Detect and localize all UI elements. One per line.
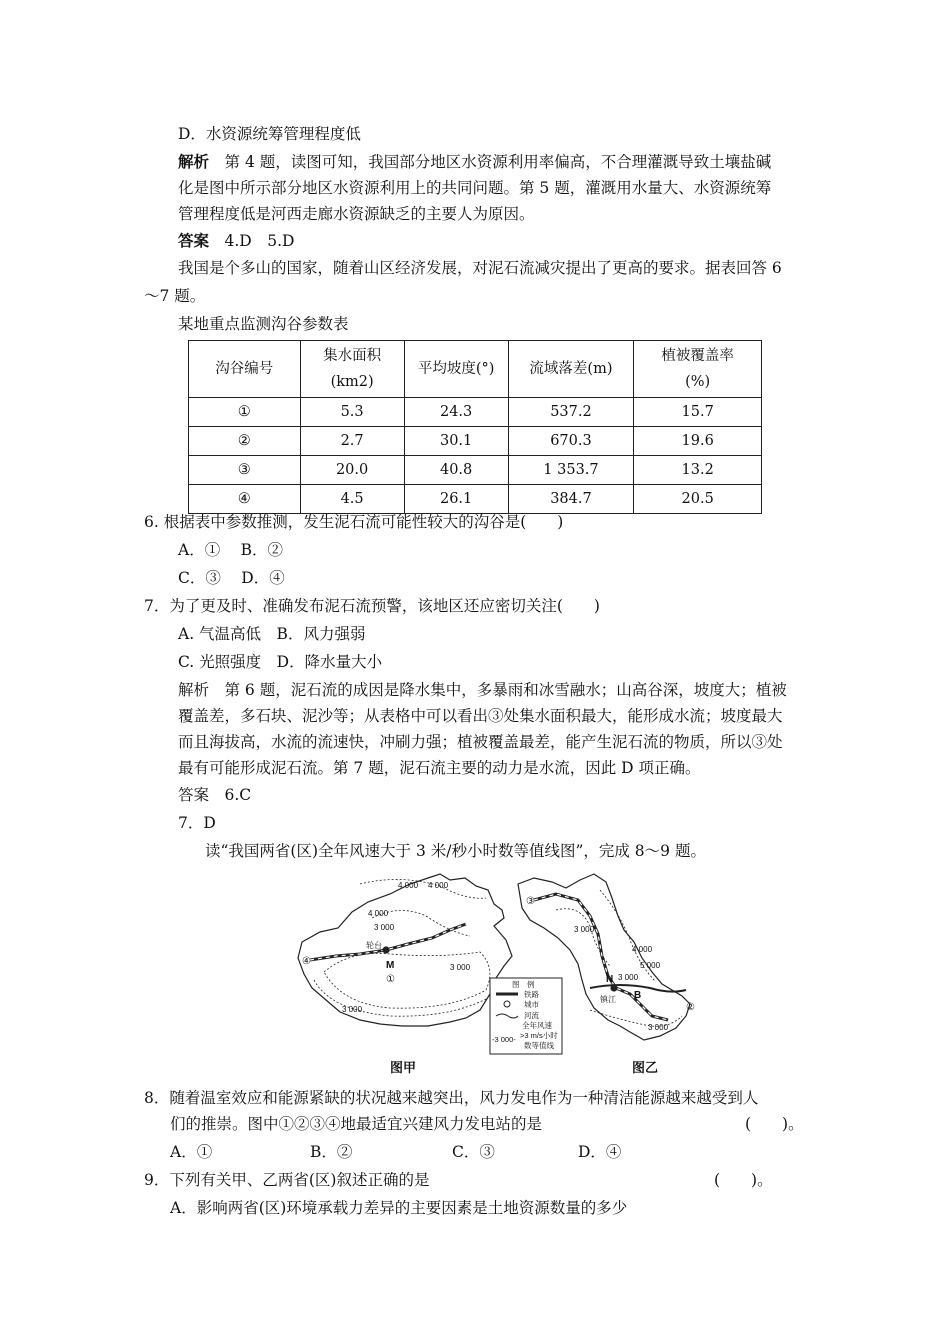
map-label: 3 000	[618, 973, 639, 982]
map-label: ④	[302, 956, 311, 967]
legend-title: 图 例	[512, 980, 535, 989]
map-label: 3 000	[374, 923, 395, 932]
table-row	[189, 398, 762, 427]
question-9-option-a: A．影响两省(区)环境承载力差异的主要因素是土地资源数量的多少	[170, 1199, 628, 1217]
legend	[490, 978, 562, 1054]
question-7-options-ab: A. 气温高低 B．风力强弱	[178, 625, 366, 643]
table-row	[189, 485, 762, 514]
right-isoline	[590, 1010, 682, 1026]
legend-item: 城市	[524, 1000, 539, 1009]
table-title: 某地重点监测沟谷参数表	[178, 315, 349, 333]
table-cell: 537.2	[508, 398, 634, 427]
analysis-67-line-3: 而且海拔高，水流的流速快，冲刷力强；植被覆盖最差，能产生泥石流的物质，所以③处	[178, 733, 783, 751]
header-cell: 平均坡度(°)	[404, 341, 508, 398]
table-cell: 20.5	[634, 485, 762, 514]
figure-captions	[390, 1061, 658, 1076]
left-isoline	[360, 879, 486, 898]
map-label: 4 000	[428, 881, 449, 890]
analysis-label: 解析	[178, 152, 210, 171]
wind-isoline-maps	[290, 870, 720, 1078]
question-8-line-1: 8．随着温室效应和能源紧缺的状况越来越突出，风力发电作为一种清洁能源越来越受到人	[144, 1089, 759, 1107]
left-map-outline	[298, 874, 512, 1026]
map-label: 3 000	[450, 963, 471, 972]
legend-isoline-sample: -3 000-	[492, 1035, 516, 1044]
analysis-45-line-3: 管理程度低是河西走廊水资源缺乏的主要人为原因。	[178, 205, 535, 223]
table-cell: 20.0	[300, 456, 404, 485]
table-cell: 24.3	[404, 398, 508, 427]
map-label: 镇江	[600, 995, 616, 1004]
question-6-options-ab: A．① B．②	[178, 541, 284, 559]
question-7-options-cd: C. 光照强度 D．降水量大小	[178, 653, 383, 671]
map-left	[298, 874, 512, 1026]
caption-left: 图甲	[390, 1061, 417, 1076]
city-luntai	[383, 947, 389, 953]
table-cell: ②	[189, 427, 301, 456]
analysis-67-line-4: 最有可能形成泥石流。第 7 题，泥石流主要的动力是水流，因此 D 项正确。	[178, 759, 701, 777]
question-8-line-2: 们的推崇。图中①②③④地最适宜兴建风力发电站的是	[170, 1115, 543, 1133]
analysis-45-line-2: 化是图中所示部分地区水资源利用上的共同问题。第 5 题，灌溉用水量大、水资源统筹	[178, 179, 772, 197]
question-7: 7．为了更及时、准确发布泥石流预警，该地区还应密切关注( )	[144, 597, 600, 615]
city-zhenjiang	[611, 985, 617, 991]
map-label: N	[606, 974, 614, 985]
legend-item: 河流	[524, 1011, 539, 1020]
q5-option-d: D．水资源统筹管理程度低	[178, 125, 361, 143]
analysis-text: 第 4 题，读图可知，我国部分地区水资源利用率偏高，不合理灌溉导致土壤盐碱	[209, 153, 772, 171]
intro-67-line-2: ～7 题。	[144, 287, 206, 305]
table-cell: 15.7	[634, 398, 762, 427]
answer-45	[178, 231, 294, 251]
table-cell: ④	[189, 485, 301, 514]
map-label: 5 000	[640, 961, 661, 970]
legend-item: 铁路	[524, 990, 539, 999]
question-6: 6. 根据表中参数推测，发生泥石流可能性较大的沟谷是( )	[144, 513, 564, 531]
table-cell: 670.3	[508, 427, 634, 456]
answer-6: 答案 6.C	[178, 786, 252, 804]
question-8-option: C．③	[452, 1143, 495, 1161]
header-cell: 沟谷编号	[189, 341, 301, 398]
table-cell: ③	[189, 456, 301, 485]
question-8-option: A．①	[170, 1143, 213, 1161]
left-isoline	[314, 980, 488, 1016]
table-cell: 4.5	[300, 485, 404, 514]
table-row	[189, 427, 762, 456]
map-label: 3 000	[648, 1023, 669, 1032]
map-label: ③	[526, 896, 535, 907]
intro-67-line-1: 我国是个多山的国家，随着山区经济发展，对泥石流减灾提出了更高的要求。据表回答 6	[178, 259, 782, 277]
question-9-paren: ( )。	[714, 1171, 773, 1189]
intro-89: 读“我国两省(区)全年风速大于 3 米/秒小时数等值线图”，完成 8～9 题。	[205, 842, 706, 860]
table-header-row	[189, 341, 762, 398]
question-8-option: D．④	[578, 1143, 622, 1161]
map-label: 4 000	[632, 945, 653, 954]
header-cell: 流域落差(m)	[508, 341, 634, 398]
legend-item: >3 m/s小时	[520, 1031, 558, 1040]
table-cell: 5.3	[300, 398, 404, 427]
question-6-options-cd: C．③ D．④	[178, 569, 285, 587]
table-cell: 19.6	[634, 427, 762, 456]
answer-7: 7．D	[178, 814, 216, 832]
parameter-table	[188, 340, 762, 514]
answer-text: 4.D 5.D	[209, 232, 295, 250]
table-cell: 40.8	[404, 456, 508, 485]
table-cell: 30.1	[404, 427, 508, 456]
left-isoline	[324, 952, 490, 1008]
map-label: B	[634, 990, 642, 1001]
legend-item: 全年风速	[522, 1021, 552, 1030]
table-cell: 384.7	[508, 485, 634, 514]
table-cell: ①	[189, 398, 301, 427]
map-label: ②	[686, 1002, 695, 1013]
analysis-45-line-1	[178, 152, 771, 172]
map-label: M	[386, 960, 395, 971]
question-8-paren: ( )。	[745, 1115, 804, 1133]
map-label: 3 000	[574, 925, 595, 934]
table-cell: 26.1	[404, 485, 508, 514]
answer-label: 答案	[178, 231, 210, 250]
analysis-67-line-1: 解析 第 6 题，泥石流的成因是降水集中，多暴雨和冰雪融水；山高谷深，坡度大；植被	[178, 681, 787, 699]
map-label: 4 000	[398, 881, 419, 890]
header-cell: 植被覆盖率 (%)	[634, 341, 762, 398]
legend-item: 数等值线	[524, 1041, 554, 1050]
table-cell: 2.7	[300, 427, 404, 456]
map-label: 轮台	[366, 941, 382, 950]
map-label: ①	[386, 974, 395, 985]
map-label: 4 000	[368, 909, 389, 918]
table-cell: 1 353.7	[508, 456, 634, 485]
question-9: 9．下列有关甲、乙两省(区)叙述正确的是	[144, 1171, 430, 1189]
table-cell: 13.2	[634, 456, 762, 485]
map-label: 3 000	[342, 1005, 363, 1014]
table-row	[189, 456, 762, 485]
analysis-67-line-2: 覆盖差，多石块、泥沙等；从表格中可以看出③处集水面积最大，能形成水流；坡度最大	[178, 707, 783, 725]
question-8-option: B．②	[310, 1143, 353, 1161]
header-cell: 集水面积 (km2)	[300, 341, 404, 398]
caption-right: 图乙	[632, 1061, 659, 1076]
